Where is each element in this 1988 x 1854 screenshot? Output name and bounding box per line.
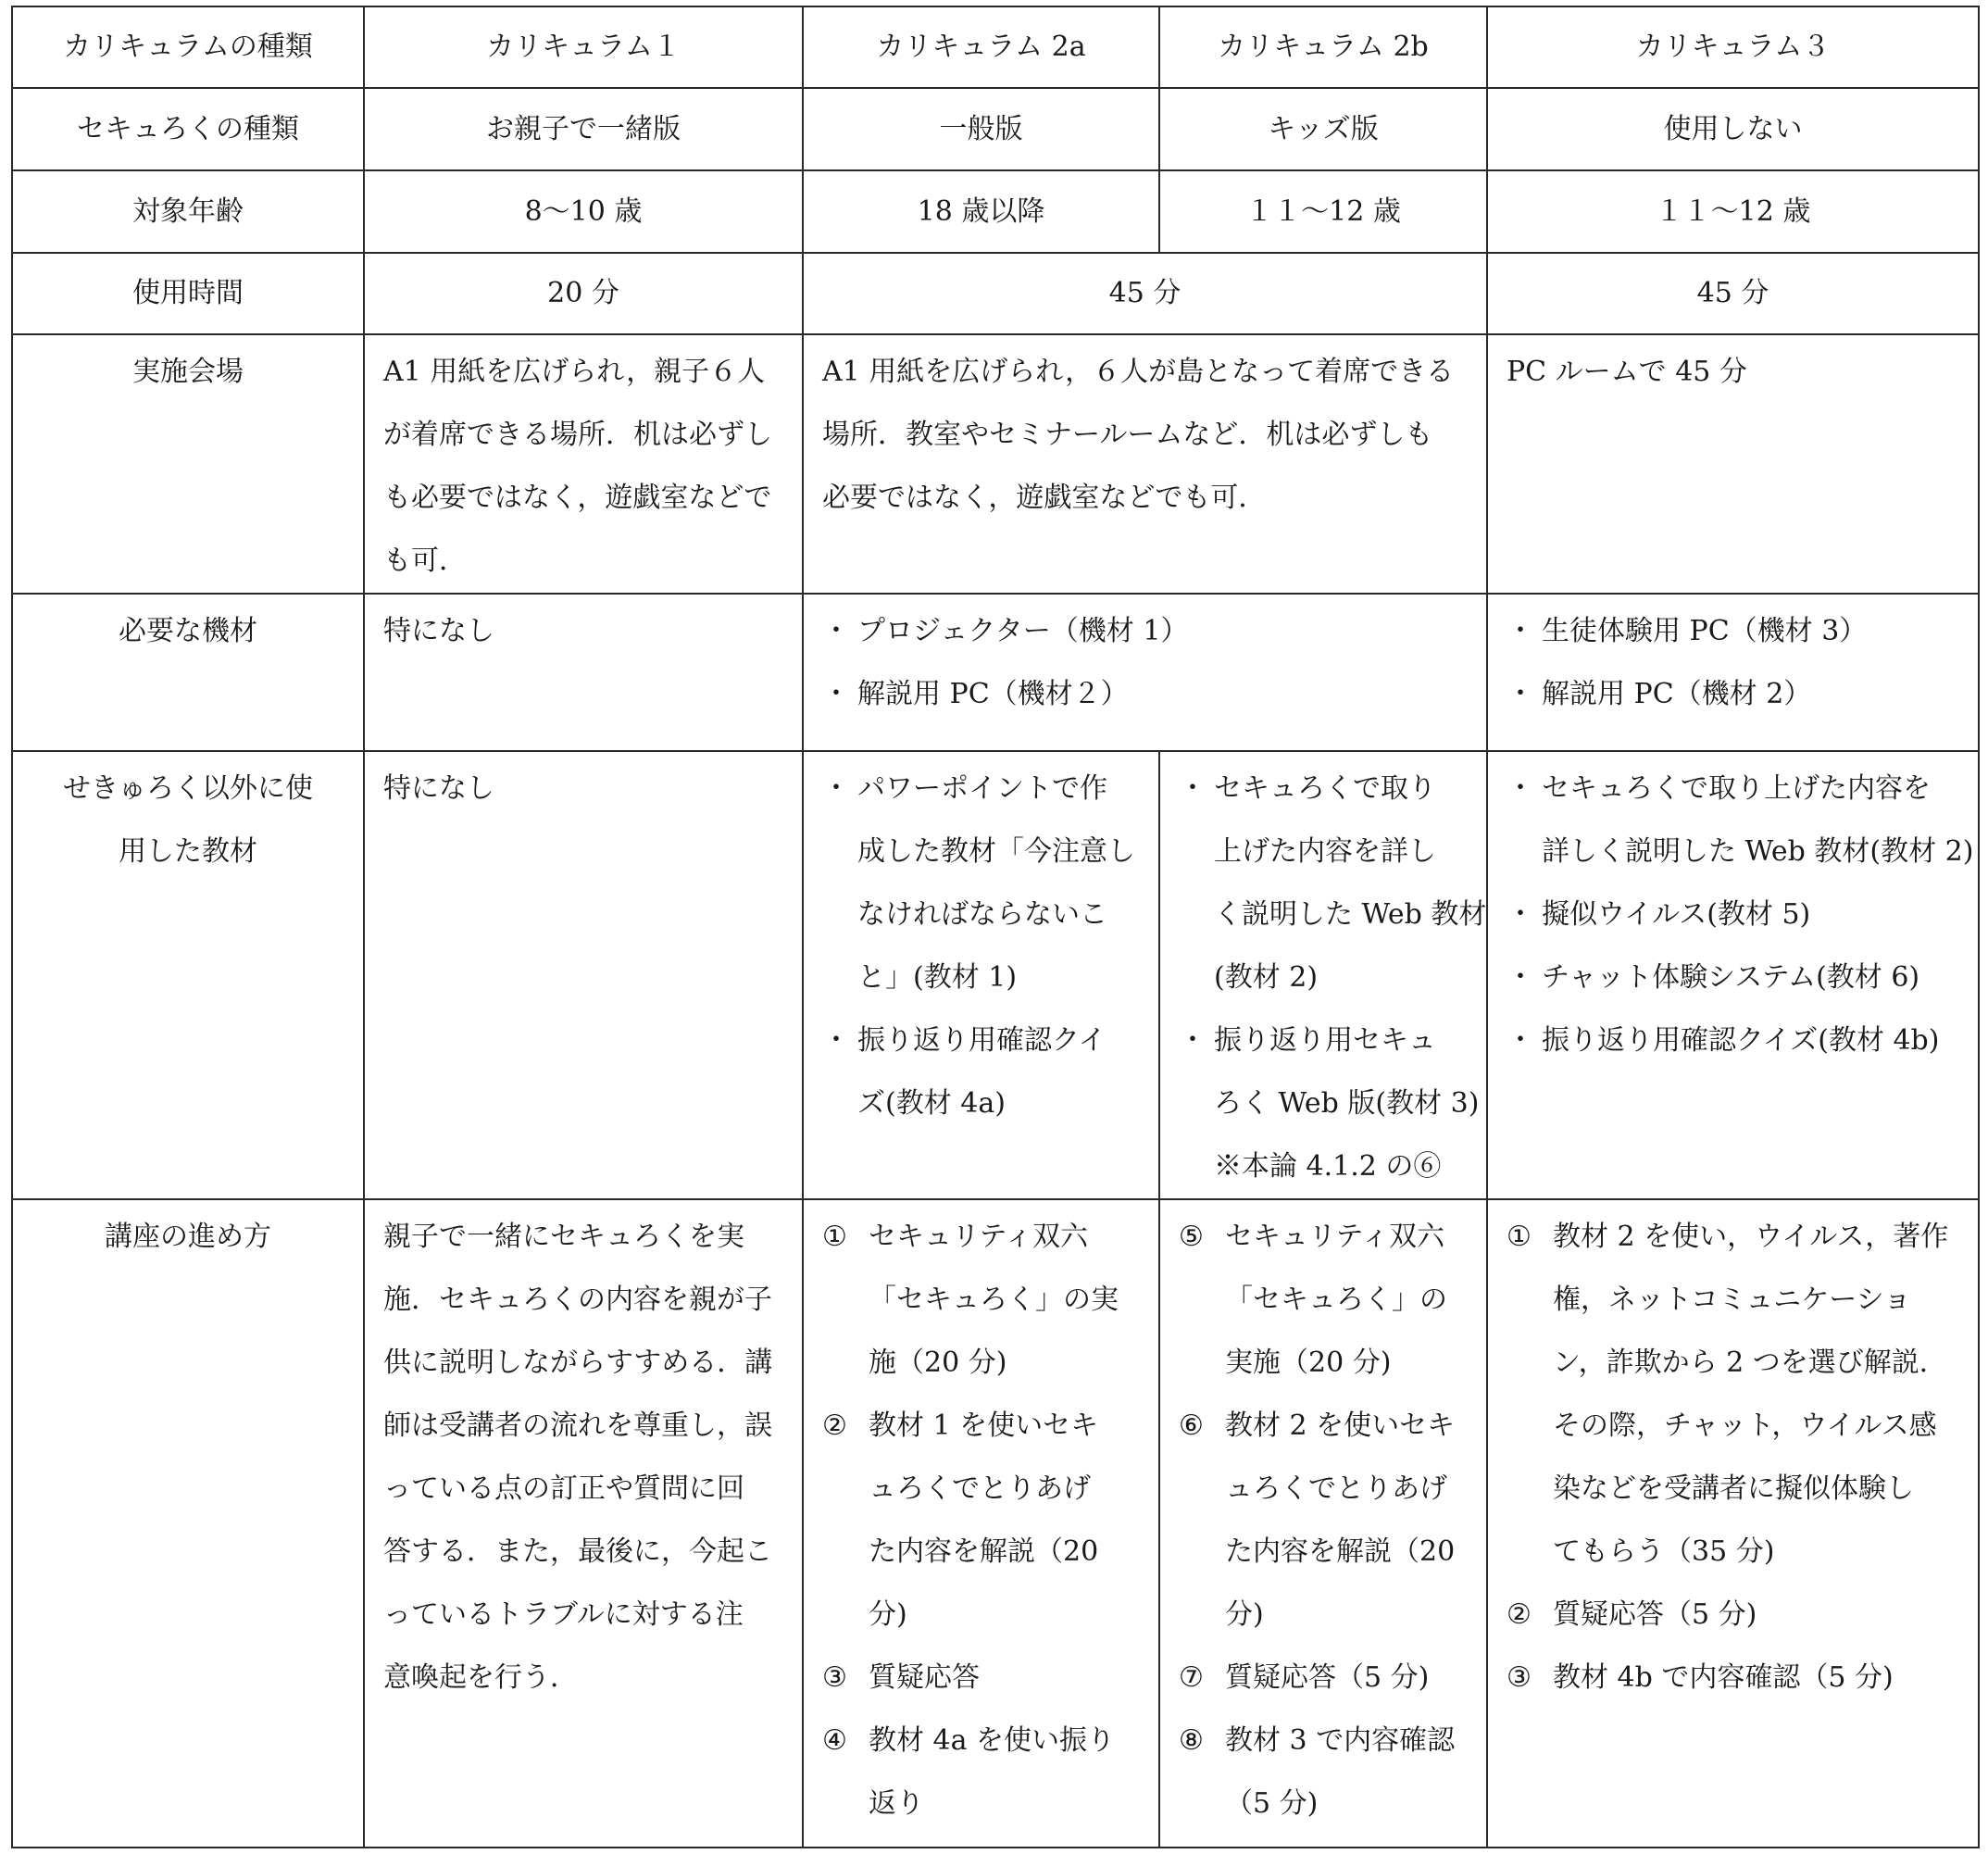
text-line: ュろくでとりあげ bbox=[869, 1472, 1091, 1505]
text-line: 施．セキュろくの内容を親が子 bbox=[383, 1284, 772, 1316]
table-cell bbox=[803, 751, 1159, 1199]
text-line: 振り返り用確認クイ bbox=[857, 1024, 1107, 1057]
bullet-icon: ・ bbox=[1507, 615, 1534, 647]
table-row-venue bbox=[12, 334, 1979, 594]
text-line: 必要ではなく，遊戯室などでも可． bbox=[822, 482, 1267, 514]
numbered-item bbox=[1179, 1710, 1468, 1835]
table-cell bbox=[803, 334, 1487, 594]
text-line: も可． bbox=[383, 545, 467, 577]
text-line: 質疑応答（5 分) bbox=[1553, 1598, 1757, 1631]
table-cell bbox=[1487, 594, 1979, 751]
numbered-item bbox=[1507, 1647, 1959, 1710]
numbered-item bbox=[822, 1206, 1140, 1395]
step-number: ③ bbox=[822, 1661, 847, 1694]
bullet-icon: ・ bbox=[1507, 678, 1534, 710]
text-line: (教材 2) bbox=[1214, 961, 1319, 994]
table-cell: １１〜12 歳 bbox=[1487, 170, 1979, 253]
table-cell: 45 分 bbox=[803, 253, 1487, 334]
table-row-type bbox=[12, 88, 1979, 170]
text-line: と」(教材 1) bbox=[857, 961, 1018, 994]
table-cell: 一般版 bbox=[803, 88, 1159, 170]
list-item bbox=[1507, 1009, 1959, 1072]
table-cell bbox=[364, 751, 803, 1199]
step-number: ① bbox=[1507, 1221, 1532, 1253]
text-line: 染などを受講者に擬似体験し bbox=[1553, 1472, 1914, 1505]
bullet-icon: ・ bbox=[1179, 1024, 1207, 1057]
text-line: が着席できる場所．机は必ずし bbox=[383, 419, 772, 451]
numbered-item bbox=[822, 1710, 1140, 1835]
text-line: 教材 3 で内容確認 bbox=[1225, 1724, 1456, 1757]
row-label: 実施会場 bbox=[12, 334, 364, 594]
table-cell bbox=[364, 1199, 803, 1848]
step-number: ⑧ bbox=[1179, 1724, 1204, 1757]
list-item bbox=[822, 600, 1468, 663]
table-row-method bbox=[12, 1199, 1979, 1848]
header-cell: カリキュラム３ bbox=[1487, 6, 1979, 88]
text-line: A1 用紙を広げられ，６人が島となって着席できる bbox=[822, 356, 1455, 388]
text-line: 施（20 分) bbox=[869, 1347, 1007, 1379]
text-line: 教材 4b で内容確認（5 分) bbox=[1553, 1661, 1894, 1694]
text-line: A1 用紙を広げられ，親子６人 bbox=[383, 356, 766, 388]
numbered-item bbox=[1179, 1206, 1468, 1395]
text-line: セキュリティ双六 bbox=[1225, 1221, 1444, 1253]
text-line: 親子で一緒にセキュろくを実 bbox=[383, 1221, 744, 1253]
text-line: 師は受講者の流れを尊重し，誤 bbox=[383, 1409, 772, 1442]
text-line: 「セキュろく」の bbox=[1225, 1284, 1447, 1316]
text-line: 意喚起を行う． bbox=[383, 1661, 578, 1694]
bullet-icon: ・ bbox=[1179, 772, 1207, 805]
text-line: 教材 2 を使い，ウイルス，著作 bbox=[1553, 1221, 1949, 1253]
table-cell bbox=[364, 594, 803, 751]
table-cell bbox=[803, 594, 1487, 751]
table-cell: キッズ版 bbox=[1159, 88, 1487, 170]
text-line: 質疑応答（5 分) bbox=[1225, 1661, 1430, 1694]
text-line: 詳しく説明した Web 教材(教材 2) bbox=[1542, 835, 1974, 868]
table-row-equipment bbox=[12, 594, 1979, 751]
table-row-materials bbox=[12, 751, 1979, 1199]
list-item bbox=[1507, 663, 1959, 726]
step-number: ② bbox=[822, 1409, 847, 1442]
bullet-icon: ・ bbox=[1507, 1024, 1534, 1057]
list-item bbox=[822, 663, 1468, 726]
text-line: 質疑応答 bbox=[869, 1661, 980, 1694]
text-line: セキュろくで取り bbox=[1214, 772, 1436, 805]
table-cell bbox=[1159, 1199, 1487, 1848]
list-item bbox=[1507, 946, 1959, 1009]
numbered-item bbox=[1507, 1584, 1959, 1647]
numbered-item bbox=[1179, 1647, 1468, 1710]
text-line: セキュろくで取り上げた内容を bbox=[1542, 772, 1931, 805]
step-number: ③ bbox=[1507, 1661, 1532, 1694]
text-line: 擬似ウイルス(教材 5) bbox=[1542, 898, 1811, 931]
step-number: ⑥ bbox=[1179, 1409, 1204, 1442]
numbered-item bbox=[1179, 1395, 1468, 1647]
bullet-icon: ・ bbox=[822, 772, 850, 805]
numbered-item bbox=[822, 1647, 1140, 1710]
text-line: た内容を解説（20 bbox=[1225, 1535, 1456, 1568]
text-line: っている点の訂正や質問に回 bbox=[383, 1472, 744, 1505]
row-label: セキュろくの種類 bbox=[12, 88, 364, 170]
text-line: 生徒体験用 PC（機材 3） bbox=[1542, 615, 1868, 647]
text-line: 「セキュろく」の実 bbox=[869, 1284, 1119, 1316]
step-number: ② bbox=[1507, 1598, 1532, 1631]
table-cell: 20 分 bbox=[364, 253, 803, 334]
table-cell bbox=[1487, 1199, 1979, 1848]
text-line: ン，詐欺から 2 つを選び解説． bbox=[1553, 1347, 1947, 1379]
list-item bbox=[1179, 1009, 1480, 1198]
table-cell bbox=[1159, 751, 1487, 1199]
text-line: 権，ネットコミュニケーショ bbox=[1553, 1284, 1911, 1316]
text-line: 供に説明しながらすすめる．講 bbox=[383, 1347, 773, 1379]
row-label: 講座の進め方 bbox=[12, 1199, 364, 1848]
step-number: ① bbox=[822, 1221, 847, 1253]
table-cell: お親子で一緒版 bbox=[364, 88, 803, 170]
list-item bbox=[822, 758, 1140, 1009]
table-row-time bbox=[12, 253, 1979, 334]
list-item bbox=[1507, 758, 1974, 883]
text-line: 振り返り用確認クイズ(教材 4b) bbox=[1542, 1024, 1940, 1057]
table-cell: 8〜10 歳 bbox=[364, 170, 803, 253]
bullet-icon: ・ bbox=[1507, 772, 1534, 805]
step-number: ⑦ bbox=[1179, 1661, 1204, 1694]
text-line: 解説用 PC（機材２） bbox=[857, 678, 1129, 710]
table-cell: 使用しない bbox=[1487, 88, 1979, 170]
table-cell: １１〜12 歳 bbox=[1159, 170, 1487, 253]
list-item bbox=[1179, 758, 1487, 1009]
header-cell: カリキュラム 2a bbox=[803, 6, 1159, 88]
text-line: 実施（20 分) bbox=[1225, 1347, 1392, 1379]
table-cell bbox=[364, 334, 803, 594]
numbered-item bbox=[822, 1395, 1140, 1647]
text-line: 成した教材「今注意し bbox=[857, 835, 1135, 868]
text-line: 特になし bbox=[383, 772, 494, 805]
text-line: セキュリティ双六 bbox=[869, 1221, 1088, 1253]
bullet-icon: ・ bbox=[822, 615, 850, 647]
table-cell: 18 歳以降 bbox=[803, 170, 1159, 253]
text-line: ※本論 4.1.2 の⑥ bbox=[1214, 1150, 1442, 1183]
step-number: ⑤ bbox=[1179, 1221, 1204, 1253]
text-line: く説明した Web 教材 bbox=[1214, 898, 1487, 931]
bullet-icon: ・ bbox=[1507, 961, 1534, 994]
text-line: 分) bbox=[1225, 1598, 1264, 1631]
text-line: （5 分) bbox=[1225, 1787, 1319, 1820]
text-line: 用した教材 bbox=[119, 835, 257, 868]
text-line: その際，チャット，ウイルス感 bbox=[1553, 1409, 1937, 1442]
text-line: 教材 4a を使い振り bbox=[869, 1724, 1116, 1757]
table-row-header bbox=[12, 6, 1979, 88]
curriculum-table bbox=[11, 6, 1980, 1848]
row-label: 対象年齢 bbox=[12, 170, 364, 253]
text-line: てもらう（35 分) bbox=[1553, 1535, 1775, 1568]
bullet-icon: ・ bbox=[822, 1024, 850, 1057]
text-line: 返り bbox=[869, 1787, 924, 1820]
table-cell bbox=[1487, 334, 1979, 594]
text-line: プロジェクター（機材 1） bbox=[857, 615, 1189, 647]
text-line: た内容を解説（20 bbox=[869, 1535, 1099, 1568]
row-label bbox=[12, 751, 364, 1199]
text-line: 答する．また，最後に，今起こ bbox=[383, 1535, 772, 1568]
table-row-age bbox=[12, 170, 1979, 253]
text-line: も必要ではなく，遊戯室などで bbox=[383, 482, 772, 514]
bullet-icon: ・ bbox=[822, 678, 850, 710]
text-line: ュろくでとりあげ bbox=[1225, 1472, 1447, 1505]
table-cell: 45 分 bbox=[1487, 253, 1979, 334]
list-item bbox=[1507, 883, 1959, 946]
step-number: ④ bbox=[822, 1724, 847, 1757]
text-line: 分) bbox=[869, 1598, 907, 1631]
bullet-icon: ・ bbox=[1507, 898, 1534, 931]
text-line: なければならないこ bbox=[857, 898, 1107, 931]
list-item bbox=[1507, 600, 1959, 663]
text-line: 特になし bbox=[383, 615, 494, 647]
text-line: 振り返り用セキュ bbox=[1214, 1024, 1436, 1057]
text-line: パワーポイントで作 bbox=[857, 772, 1107, 805]
text-line: PC ルームで 45 分 bbox=[1507, 356, 1747, 388]
text-line: ろく Web 版(教材 3) bbox=[1214, 1087, 1480, 1120]
header-cell: カリキュラム 2b bbox=[1159, 6, 1487, 88]
row-label: 使用時間 bbox=[12, 253, 364, 334]
row-label: 必要な機材 bbox=[12, 594, 364, 751]
text-line: っているトラブルに対する注 bbox=[383, 1598, 744, 1631]
table-cell bbox=[1487, 751, 1979, 1199]
text-line: 教材 1 を使いセキ bbox=[869, 1409, 1099, 1442]
header-cell: カリキュラム１ bbox=[364, 6, 803, 88]
text-line: 上げた内容を詳し bbox=[1214, 835, 1436, 868]
text-line: 解説用 PC（機材 2） bbox=[1542, 678, 1812, 710]
numbered-item bbox=[1507, 1206, 1959, 1584]
text-line: 場所．教室やセミナールームなど．机は必ずしも bbox=[822, 419, 1433, 451]
text-line: せきゅろく以外に使 bbox=[63, 772, 313, 805]
text-line: チャット体験システム(教材 6) bbox=[1542, 961, 1920, 994]
table-cell bbox=[803, 1199, 1159, 1848]
list-item bbox=[822, 1009, 1140, 1135]
header-cell: カリキュラムの種類 bbox=[12, 6, 364, 88]
text-line: 教材 2 を使いセキ bbox=[1225, 1409, 1456, 1442]
text-line: ズ(教材 4a) bbox=[857, 1087, 1006, 1120]
